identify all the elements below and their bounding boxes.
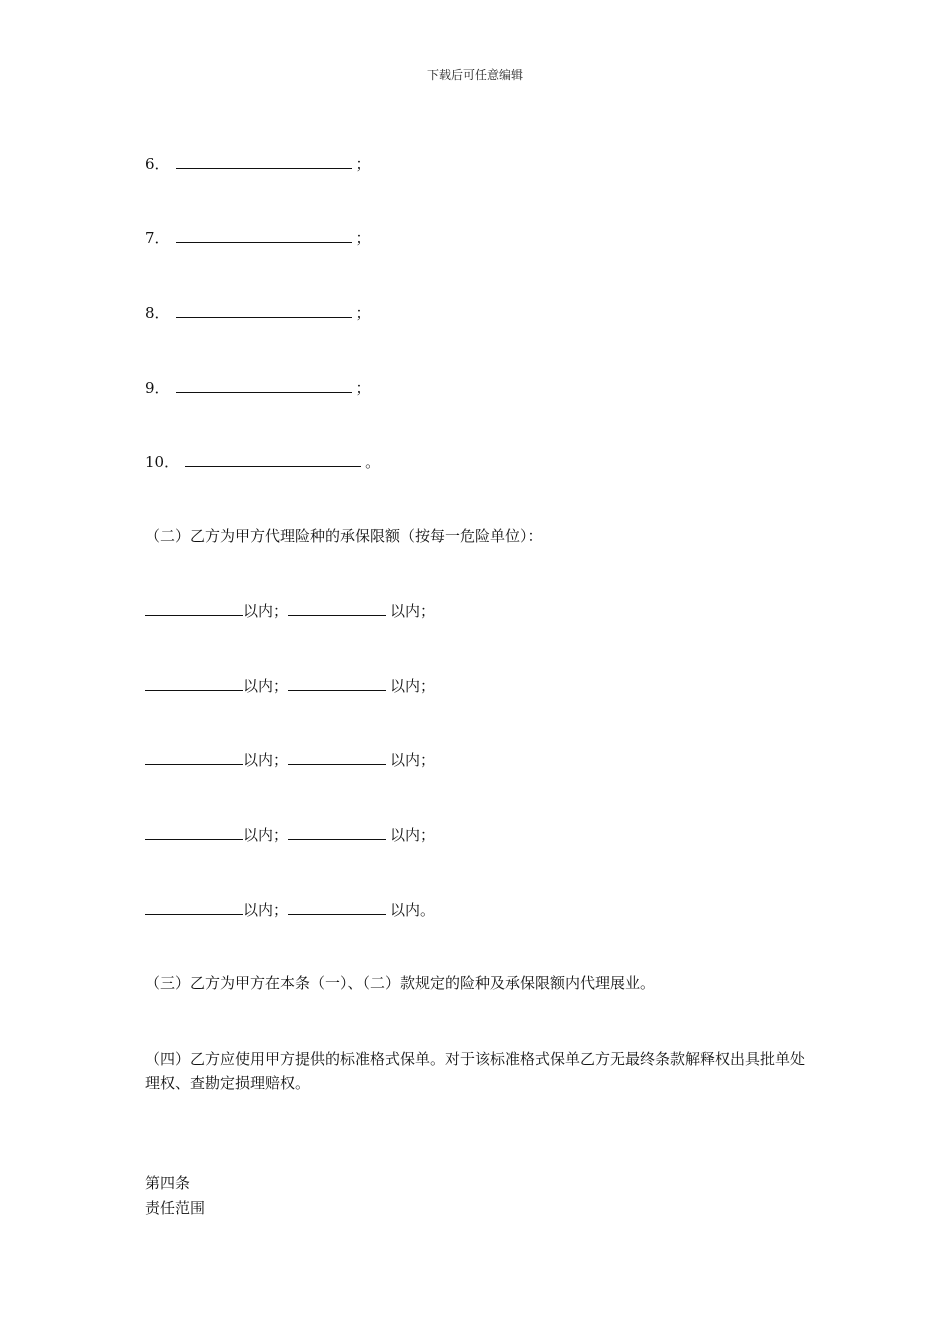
fill-blank [176, 226, 352, 243]
numbered-blank-7 [145, 226, 371, 249]
limit-suffix: 以内。 [390, 901, 436, 919]
limit-suffix: 以内； [243, 826, 289, 844]
page-header: 下载后可任意编辑 [426, 68, 523, 82]
fill-blank [145, 748, 243, 765]
item-number: 7． [145, 229, 170, 247]
item-number: 9． [145, 379, 170, 397]
limit-suffix: 以内； [390, 602, 436, 620]
fill-blank [288, 898, 386, 915]
limit-row-2 [145, 674, 435, 697]
item-end: ； [355, 304, 371, 322]
limit-suffix: 以内； [243, 901, 289, 919]
item-end: ； [355, 379, 371, 397]
item-end: 。 [365, 453, 381, 471]
limit-row-4 [145, 823, 435, 846]
item-end: ； [355, 229, 371, 247]
fill-blank [145, 599, 243, 616]
fill-blank [176, 152, 352, 169]
fill-blank [185, 450, 361, 467]
fill-blank [176, 301, 352, 318]
numbered-blank-8 [145, 301, 371, 324]
article-4-subtitle: 责任范围 [145, 1199, 206, 1217]
fill-blank [288, 674, 386, 691]
fill-blank [288, 823, 386, 840]
fill-blank [288, 599, 386, 616]
numbered-blank-9 [145, 376, 371, 399]
limit-suffix: 以内； [390, 677, 436, 695]
item-number: 6． [145, 155, 170, 173]
limit-suffix: 以内； [243, 677, 289, 695]
fill-blank [145, 823, 243, 840]
limit-suffix: 以内； [243, 602, 289, 620]
article-4-title: 第四条 [145, 1174, 191, 1192]
section-2-title: （二）乙方为甲方代理险种的承保限额（按每一危险单位）： [145, 527, 543, 545]
item-number: 10． [145, 453, 180, 471]
item-number: 8． [145, 304, 170, 322]
fill-blank [145, 898, 243, 915]
item-end: ； [355, 155, 371, 173]
limit-suffix: 以内； [390, 751, 436, 769]
numbered-blank-6 [145, 152, 371, 175]
limit-suffix: 以内； [243, 751, 289, 769]
limit-suffix: 以内； [390, 826, 436, 844]
limit-row-3 [145, 748, 435, 771]
limit-row-1 [145, 599, 435, 622]
section-3-text: （三）乙方为甲方在本条（一）、（二）款规定的险种及承保限额内代理展业。 [145, 974, 656, 992]
limit-row-5 [145, 898, 435, 921]
section-4-text: （四）乙方应使用甲方提供的标准格式保单。对于该标准格式保单乙方无最终条款解释权出具批单处理权、查勘定损理赔权。 [145, 1050, 806, 1092]
fill-blank [176, 376, 352, 393]
fill-blank [288, 748, 386, 765]
fill-blank [145, 674, 243, 691]
numbered-blank-10 [145, 450, 380, 473]
